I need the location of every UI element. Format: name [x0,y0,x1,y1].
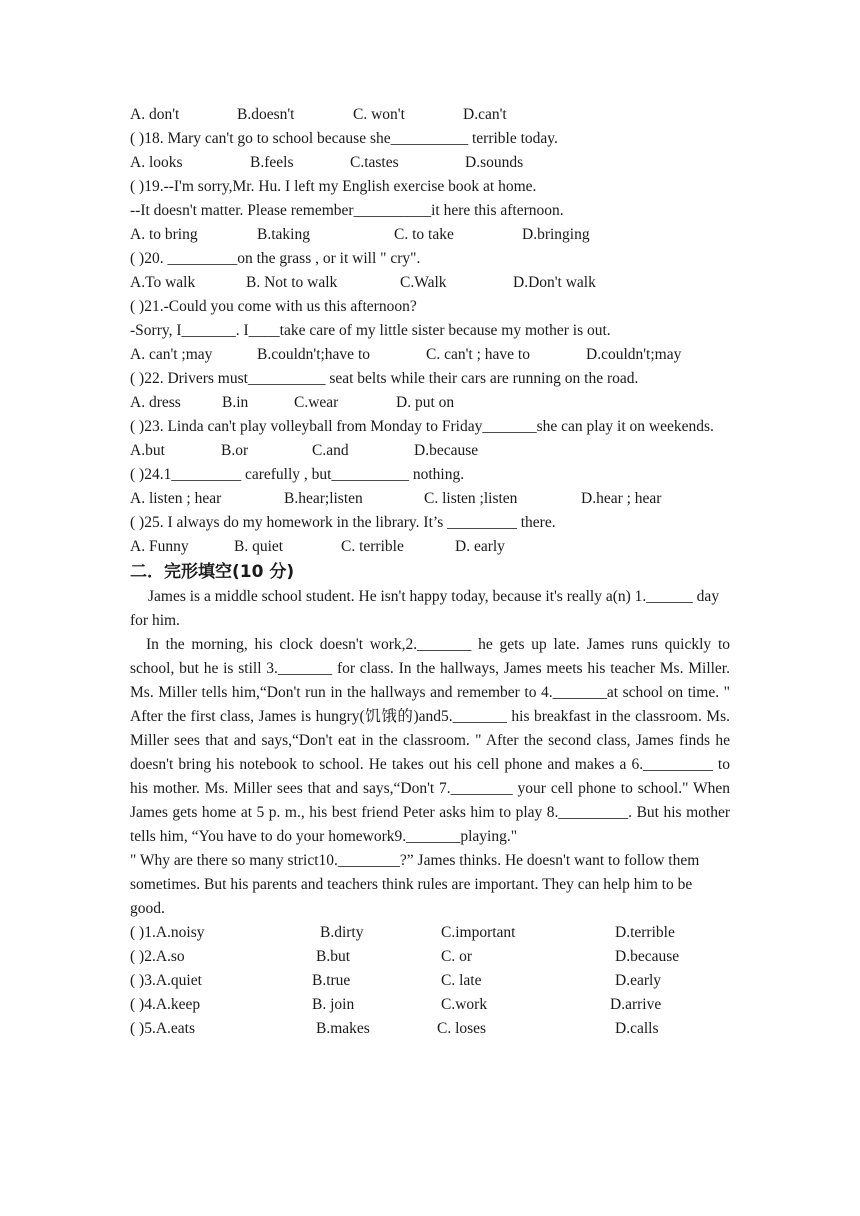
q24-option-a: A. listen ; hear [130,490,222,507]
q18-question: ( )18. Mary can't go to school because she__________ terrible today. [130,130,558,147]
q23-option-b: B.or [221,442,249,459]
q21-question: ( )21.-Could you come with us this afternoon? [130,298,417,315]
q25-option-d: D. early [455,538,505,555]
q17-option-b: B.doesn't [237,106,295,123]
cloze-item-5-a: ( )5.A.eats [130,1020,195,1037]
q25-option-b: B. quiet [234,538,284,555]
q23-options [130,439,730,463]
q21-response: -Sorry, I_______. I____take care of my little sister because my mother is out. [130,322,611,339]
q21-option-c: C. can't ; have to [426,346,530,363]
q20-option-a: A.To walk [130,274,196,291]
q18-option-b: B.feels [250,154,294,171]
passage-paragraph-3: " Why are there so many strict10.________?” James thinks. He doesn't want to follow them sometimes. But his parents and teachers think rules are important. They can help him to be good. [130,852,700,917]
cloze-item-2-c: C. or [441,948,472,965]
q18-option-c: C.tastes [350,154,399,171]
q23-option-a: A.but [130,442,165,459]
q23-option-d: D.because [414,442,479,459]
q20-option-d: D.Don't walk [513,274,596,291]
cloze-item-3-b: B.true [312,972,351,989]
q20-question: ( )20. _________on the grass , or it will " cry". [130,250,421,267]
q19-option-b: B.taking [257,226,310,243]
cloze-item-4-c: C.work [441,996,488,1013]
passage-paragraph-2: In the morning, his clock doesn't work,2._______ he gets up late. James runs quickly to school, but he is still 3._______ for class. In the hallways, James meets his teacher Ms. Miller. Ms. Miller tells him,“Don't run in the hallways and remember to 4._______at school on time. " After the first class, James is hungry(饥饿的)and5._______ his breakfast in the classroom. Ms. Miller sees that and says,“Don't eat in the classroom. " After the second class, James finds he doesn't bring his notebook to school. He takes out his cell phone and makes a 6._________ to his mother. Ms. Miller sees that and says,“Don't 7.________ your cell phone to school." When James gets home at 5 p. m., his best friend Peter asks him to play 8._________. But his mother tells him, “You have to do your homework9._______playing." [130,636,730,845]
q21-option-d: D.couldn't;may [586,346,682,363]
q20-option-c: C.Walk [400,274,447,291]
cloze-item-5-c: C. loses [437,1020,487,1037]
cloze-item [130,921,730,945]
q24-question: ( )24.1_________ carefully , but__________ nothing. [130,466,465,483]
cloze-item-2-b: B.but [316,948,351,965]
cloze-item-5-d: D.calls [615,1020,659,1037]
cloze-item-2-a: ( )2.A.so [130,948,185,965]
q21-option-b: B.couldn't;have to [257,346,370,363]
cloze-item-4-a: ( )4.A.keep [130,996,201,1013]
q25-options [130,535,730,559]
q24-option-c: C. listen ;listen [424,490,518,507]
cloze-item [130,1017,730,1041]
q18-options [130,151,730,175]
q22-option-b: B.in [222,394,249,411]
cloze-item [130,945,730,969]
q20-options [130,271,730,295]
cloze-item [130,969,730,993]
q17-option-c: C. won't [353,106,405,123]
q19-options [130,223,730,247]
q21-option-a: A. can't ;may [130,346,213,363]
q25-option-a: A. Funny [130,538,189,555]
q22-option-c: C.wear [294,394,339,411]
q17-option-d: D.can't [463,106,507,123]
q19-option-d: D.bringing [522,226,590,243]
section-2-title: 二．完形填空(10 分) [130,562,295,582]
cloze-item-1-a: ( )1.A.noisy [130,924,205,941]
q22-option-a: A. dress [130,394,181,411]
q18-option-a: A. looks [130,154,183,171]
q18-option-d: D.sounds [465,154,524,171]
q17-options [130,103,730,127]
cloze-item-1-c: C.important [441,924,516,941]
cloze-item-5-b: B.makes [316,1020,370,1037]
q24-option-b: B.hear;listen [284,490,363,507]
cloze-item [130,993,730,1017]
q22-option-d: D. put on [396,394,455,411]
q22-options [130,391,730,415]
q19-response: --It doesn't matter. Please remember__________it here this afternoon. [130,202,564,219]
cloze-item-3-d: D.early [615,972,662,989]
cloze-item-2-d: D.because [615,948,680,965]
q24-option-d: D.hear ; hear [581,490,662,507]
passage-paragraph-1: James is a middle school student. He isn't happy today, because it's really a(n) 1.______ day for him. [130,588,720,629]
q20-option-b: B. Not to walk [246,274,338,291]
cloze-item-1-d: D.terrible [615,924,675,941]
q21-options [130,343,730,367]
q19-option-a: A. to bring [130,226,198,243]
q17-option-a: A. don't [130,106,180,123]
q25-option-c: C. terrible [341,538,404,555]
q24-options [130,487,730,511]
q23-option-c: C.and [312,442,349,459]
q22-question: ( )22. Drivers must__________ seat belts while their cars are running on the road. [130,370,639,387]
cloze-item-3-c: C. late [441,972,482,989]
q25-question: ( )25. I always do my homework in the library. It’s _________ there. [130,514,556,531]
cloze-item-4-d: D.arrive [610,996,662,1013]
cloze-item-1-b: B.dirty [320,924,364,941]
q19-question: ( )19.--I'm sorry,Mr. Hu. I left my English exercise book at home. [130,178,537,195]
q23-question: ( )23. Linda can't play volleyball from Monday to Friday_______she can play it on weekends. [130,418,714,435]
cloze-item-4-b: B. join [312,996,355,1013]
cloze-item-3-a: ( )3.A.quiet [130,972,202,989]
worksheet-page [130,103,730,1041]
q19-option-c: C. to take [394,226,454,243]
